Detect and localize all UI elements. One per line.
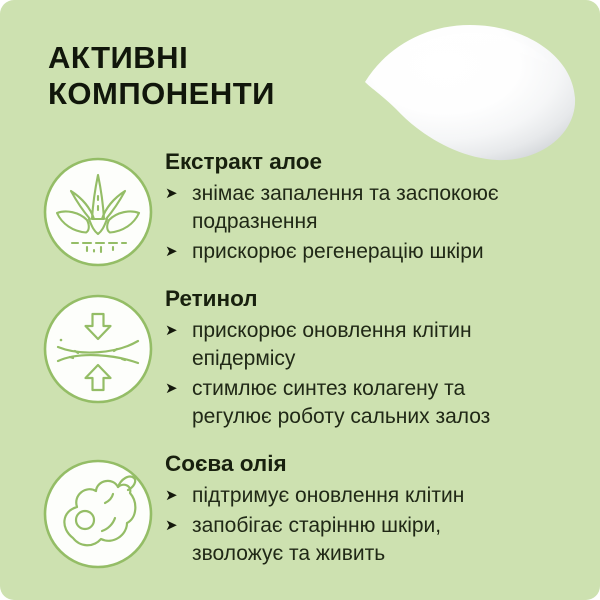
arrow-bullet-icon: ➤ [165,517,178,535]
section-heading: Соєва олія [165,451,287,477]
arrow-bullet-icon: ➤ [165,322,178,340]
section-soy [42,450,574,570]
bullet-item [165,375,525,431]
bullet-text: прискорює оновлення клітин епідермісу [192,319,472,371]
arrow-bullet-icon: ➤ [165,243,178,261]
bullet-text: підтримує оновлення клітин [192,484,465,508]
arrow-bullet-icon: ➤ [165,380,178,398]
bullet-item [165,238,525,266]
skin-layers-arrows-icon [42,293,154,405]
section-soy-text [165,450,525,570]
soybean-pod-icon [42,458,154,570]
aloe-plant-icon [42,156,154,268]
bullet-text: стимлює синтез колагену та регулює роботу сальних залоз [192,377,491,429]
bullet-item [165,180,525,236]
bullet-text: запобігає старінню шкіри, зволожує та живить [192,514,442,566]
section-retinol [42,285,574,433]
bullet-text: прискорює регенерацію шкіри [192,240,484,264]
bullet-text: знімає запалення та заспокоює подразнення [192,182,499,234]
bullet-item [165,482,525,510]
section-aloe-text [165,148,525,268]
section-heading: Ретинол [165,286,258,312]
arrow-bullet-icon: ➤ [165,185,178,203]
bullet-list [165,317,525,431]
bullet-item [165,317,525,373]
section-heading: Екстракт алое [165,149,323,174]
sections-list [42,148,574,570]
section-aloe [42,148,574,268]
bullet-list [165,482,525,568]
page-title: АКТИВНІ КОМПОНЕНТИ [48,40,275,111]
bullet-item [165,512,525,568]
section-retinol-text [165,285,525,433]
arrow-bullet-icon: ➤ [165,487,178,505]
bullet-list [165,180,525,266]
